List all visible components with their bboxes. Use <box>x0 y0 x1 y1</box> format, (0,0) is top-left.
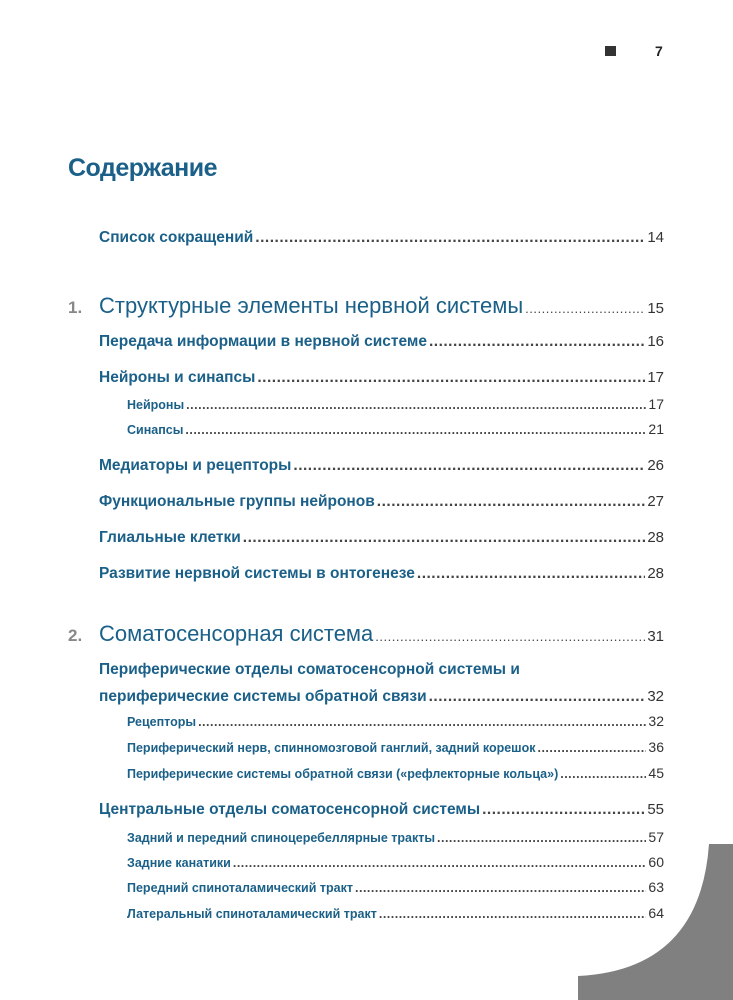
toc-label: Функциональные группы нейронов <box>99 493 375 510</box>
toc-page: 16 <box>647 333 664 350</box>
toc-label: Соматосенсорная система <box>99 621 374 646</box>
toc-page: 28 <box>647 529 664 546</box>
toc-page: 63 <box>648 879 664 895</box>
toc-label: Передний спиноталамический тракт <box>127 881 353 895</box>
toc-page: 27 <box>647 493 664 510</box>
toc-label: Задние канатики <box>127 856 231 870</box>
toc-page: 17 <box>647 369 664 386</box>
toc-page: 57 <box>648 829 664 845</box>
toc-page: 36 <box>648 739 664 755</box>
toc-label: Рецепторы <box>127 715 197 729</box>
toc-label-line1[interactable]: Периферические отделы соматосенсорной системы и <box>99 661 520 678</box>
toc-label: Передача информации в нервной системе <box>99 333 427 350</box>
toc-page: 32 <box>647 688 664 705</box>
toc-page: 17 <box>648 396 664 412</box>
toc-label: Структурные элементы нервной системы <box>99 293 524 318</box>
toc-page: 64 <box>648 905 664 921</box>
toc-page: 45 <box>648 765 664 781</box>
toc-label: Список сокращений <box>99 229 254 246</box>
page-number: 7 <box>655 43 663 59</box>
toc-label: Периферические системы обратной связи («рефлекторные кольца») <box>127 767 559 781</box>
toc-page: 14 <box>647 229 664 246</box>
chapter-number: 2. <box>68 626 83 645</box>
toc-page: 55 <box>647 801 664 818</box>
toc-page: 31 <box>647 628 664 645</box>
page-title: Содержание <box>68 154 218 182</box>
toc-page: 21 <box>648 421 664 437</box>
chapter-number: 1. <box>68 298 83 317</box>
toc-page: 28 <box>647 565 664 582</box>
toc-page: 32 <box>648 713 664 729</box>
toc-label: Задний и передний спиноцеребеллярные тракты <box>127 831 436 845</box>
toc-page: 15 <box>647 300 664 317</box>
toc-label: Нейроны и синапсы <box>99 369 256 386</box>
toc-page: 26 <box>647 457 664 474</box>
toc-label: Латеральный спиноталамический тракт <box>127 907 377 921</box>
toc-label: Периферический нерв, спинномозговой ганглий, задний корешок <box>127 741 536 755</box>
toc-label: периферические системы обратной связи <box>99 688 427 705</box>
toc-label: Развитие нервной системы в онтогенезе <box>99 565 415 582</box>
toc-label: Глиальные клетки <box>99 529 241 546</box>
toc-label: Нейроны <box>127 398 185 412</box>
toc-page: 60 <box>648 854 664 870</box>
toc-label: Синапсы <box>127 423 184 437</box>
toc-label: Медиаторы и рецепторы <box>99 457 292 474</box>
toc-label: Центральные отделы соматосенсорной системы <box>99 801 481 818</box>
